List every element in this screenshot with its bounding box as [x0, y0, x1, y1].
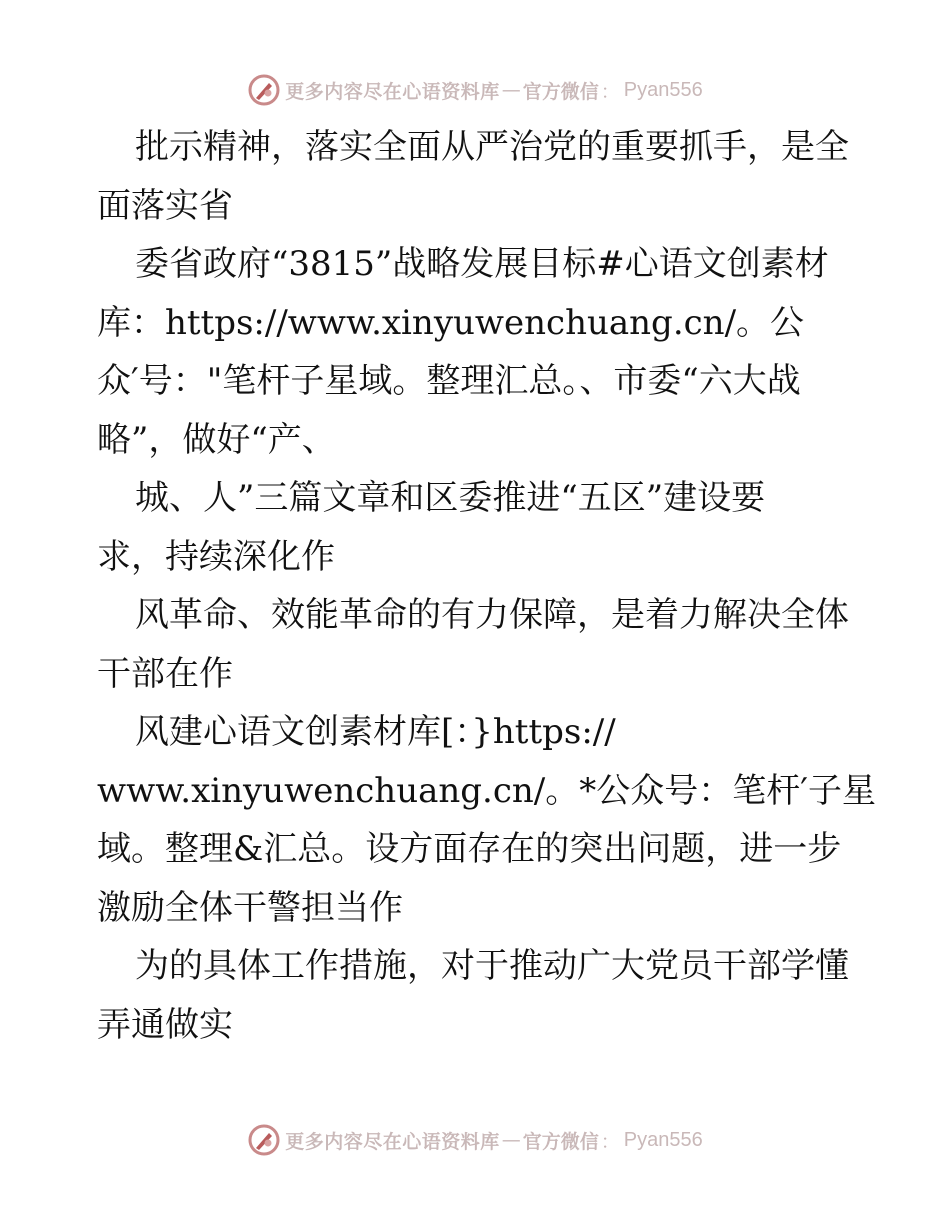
document-body: [97, 118, 876, 1054]
text-line: 面落实省: [97, 185, 233, 226]
banner-separator: —: [501, 1129, 521, 1151]
footer-banner: [0, 1120, 950, 1160]
text-line: 批示精神，落实全面从严治党的重要抓手，是全: [135, 127, 849, 167]
banner-separator: —: [501, 79, 521, 101]
text-line: 委省政府“3815”战略发展目标#心语文创素材: [135, 244, 829, 284]
header-banner: [0, 70, 950, 110]
quill-logo-icon: [247, 73, 281, 107]
text-line: 城、人”三篇文章和区委推进“五区”建设要: [135, 478, 766, 518]
text-line: 众′号："笔杆子星域。整理汇总。、市委“六大战: [97, 361, 801, 401]
text-line: 风革命、效能革命的有力保障，是着力解决全体: [135, 595, 849, 635]
text-line: 弄通做实: [97, 1004, 233, 1045]
wechat-id: Pyan556: [623, 78, 703, 101]
text-line: 库：https://www.xinyuwenchuang.cn/。公: [97, 302, 805, 343]
text-line: 风建心语文创素材库[：}https://: [135, 712, 616, 752]
wechat-label: 官方微信: [522, 80, 599, 103]
text-line: 干部在作: [97, 653, 233, 694]
wechat-label: 官方微信: [522, 1130, 599, 1153]
quill-logo-icon: [247, 1123, 281, 1157]
text-line: 求，持续深化作: [97, 536, 335, 577]
text-line: 激励全体干警担当作: [97, 887, 403, 928]
text-line: 域。整理&汇总。设方面存在的突出问题，进一步: [97, 829, 842, 869]
text-line: 为的具体工作措施，对于推动广大党员干部学懂: [135, 946, 849, 986]
text-line: www.xinyuwenchuang.cn/。*公众号：笔杆′子星: [97, 770, 876, 811]
banner-text: 更多内容尽在心语资料库: [285, 1130, 500, 1153]
banner-colon: ：: [600, 1130, 620, 1153]
banner-colon: ：: [600, 80, 620, 103]
text-line: 略”，做好“产、: [97, 419, 336, 460]
wechat-id: Pyan556: [623, 1128, 703, 1151]
banner-text: 更多内容尽在心语资料库: [285, 80, 500, 103]
